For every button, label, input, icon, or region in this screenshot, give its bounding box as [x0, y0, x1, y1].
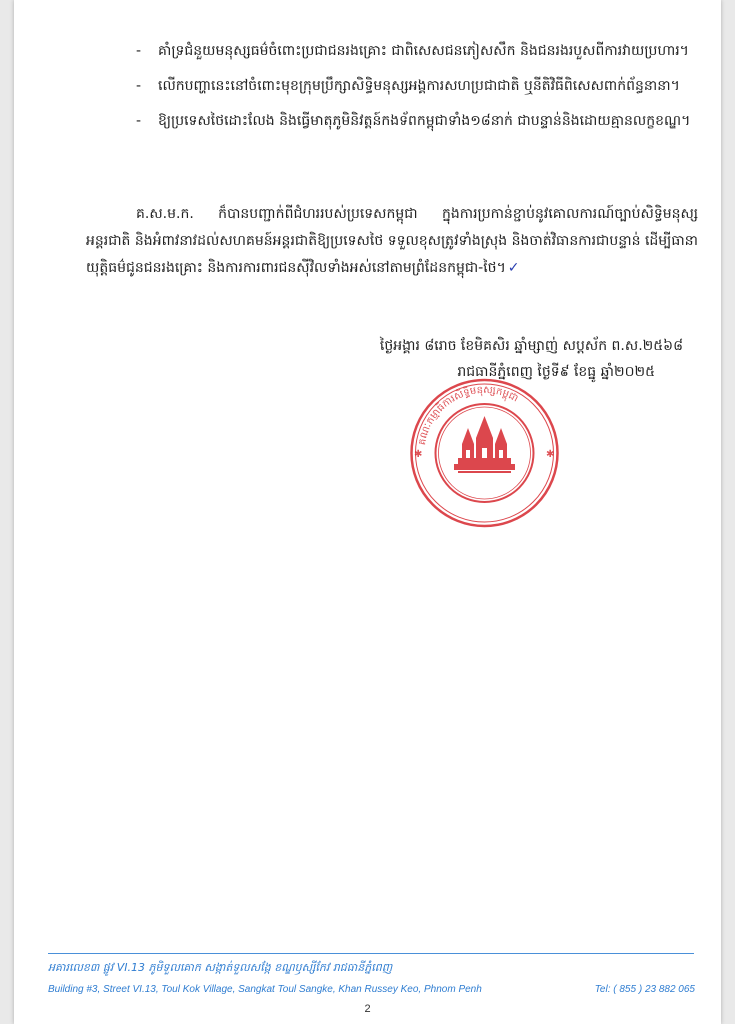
bullet-text: គាំទ្រជំនួយមនុស្សធម៌ចំពោះប្រជាជនរងគ្រោះ ជាពិសេសជនភៀសសឹក និងជនរងរបួសពីការវាយប្រហារ។ [158, 43, 689, 59]
seal-text: គណៈកម្មាធិការសិទ្ធិមនុស្សកម្ពុជា [417, 384, 520, 447]
paragraph-text: គ.ស.ម.ក. ក៏បានបញ្ជាក់ពីជំហររបស់ប្រទេសកម្ពុជា ក្នុងការប្រកាន់ខ្ជាប់នូវគោលការណ៍ច្បាប់សិទ្ធិមនុស្សអន្តរជាតិ និងអំពាវនាវដល់សហគមន៍អន្តរជាតិឱ្យប្រទេសថៃ ទទួលខុសត្រូវទាំងស្រុង និងចាត់វិធានការជាបន្ទាន់ ដើម្បីធានាយុត្តិធម៌ជូនជនរងគ្រោះ និងការការពារជនស៊ីវិលទាំងអស់នៅតាមព្រំដែនកម្ពុជា-ថៃ។ [86, 206, 698, 276]
body-paragraph [86, 201, 698, 282]
list-item [136, 73, 696, 100]
page-number: 2 [364, 1003, 371, 1015]
bullet-marker: - [136, 78, 142, 94]
temple-emblem-icon [454, 416, 515, 473]
bullet-text: លើកបញ្ហានេះនៅចំពោះមុខក្រុមប្រឹក្សាសិទ្ធិមនុស្សអង្គការសហប្រជាជាតិ ឬនីតិវិធីពិសេសពាក់ព័ន្ធនានា។ [158, 78, 680, 94]
seal-star-right-icon: ✱ [546, 449, 555, 460]
bullet-marker: - [136, 113, 142, 129]
bullet-marker: - [136, 43, 142, 59]
document-page [14, 0, 721, 1024]
lunar-date: ថ្ងៃអង្គារ ៨រោច ខែមិគសិរ ឆ្នាំម្សាញ់ សប្តស័ក ព.ស.២៥៦៨ [379, 338, 683, 354]
check-mark-icon: ✓ [507, 260, 520, 276]
seal-star-left-icon: ✱ [414, 449, 423, 460]
bullet-text: ឱ្យប្រទេសថៃដោះលែង និងធ្វើមាតុភូមិនិវត្តន៍កងទ័ពកម្ពុជាទាំង១៨នាក់ ជាបន្ទាន់និងដោយគ្មានលក្ខខណ្ឌ។ [158, 113, 691, 129]
official-seal [402, 378, 567, 528]
footer-divider [48, 953, 694, 954]
list-item [136, 38, 696, 65]
footer-english-address: Building #3, Street VI.13, Toul Kok Village, Sangkat Toul Sangke, Khan Russey Keo, Phnom Penh [48, 984, 482, 995]
footer-khmer-address: អគារលេខ៣ ផ្លូវ VI.13 ភូមិទួលគោក សង្កាត់ទួលសង្កែ ខណ្ឌឫស្សីកែវ រាជធានីភ្នំពេញ [48, 961, 393, 974]
solar-date: រាជធានីភ្នំពេញ ថ្ងៃទី៩ ខែធ្នូ ឆ្នាំ២០២៥ [457, 364, 655, 380]
bullet-list [136, 38, 696, 143]
list-item [136, 108, 696, 135]
footer-telephone: Tel: ( 855 ) 23 882 065 [594, 984, 695, 995]
